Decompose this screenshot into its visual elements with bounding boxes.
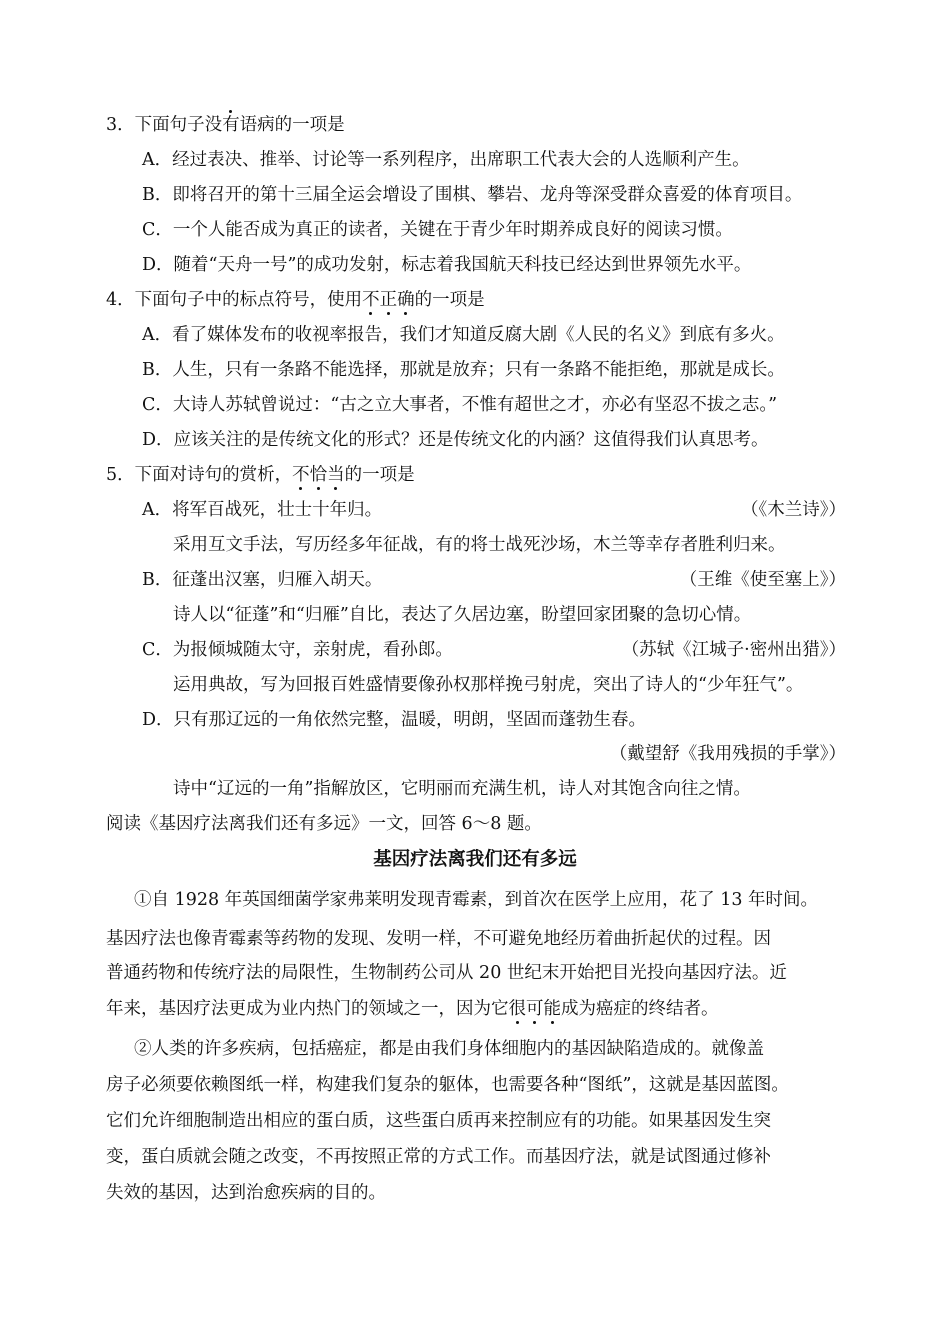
q3-option-c: C．一个人能否成为真正的读者，关键在于青少年时期养成良好的阅读习惯。 xyxy=(142,220,733,240)
p1-emphasis-2: 可 xyxy=(526,999,544,1019)
q5-option-b-source: （王维《使至塞上》） xyxy=(679,570,846,590)
q4-stem-emphasis-2: 正 xyxy=(379,290,398,310)
q5-stem-emphasis-2: 恰 xyxy=(309,465,328,485)
q3-stem-emphasis: 有 xyxy=(222,115,240,135)
paragraph-1-line-4 xyxy=(106,997,719,1021)
q5-option-c-explanation: 运用典故，写为回报百姓盛情要像孙权那样挽弓射虎，突出了诗人的“少年狂气”。 xyxy=(173,675,804,695)
q5-option-c-source: （苏轼《江城子·密州出猎》） xyxy=(621,640,846,660)
reading-instructions: 阅读《基因疗法离我们还有多远》一文，回答 6～8 题。 xyxy=(106,814,542,834)
q4-stem-post: 的一项是 xyxy=(414,290,485,310)
p1-line-4-pre: 年来，基因疗法更成为业内热门的领域之一，因为它 xyxy=(106,999,509,1019)
q4-stem-pre: 4．下面句子中的标点符号，使用 xyxy=(106,290,363,310)
paragraph-1-line-2: 基因疗法也像青霉素等药物的发现、发明一样，不可避免地经历着曲折起伏的过程。因 xyxy=(106,929,771,949)
q3-stem-post: 语病的一项是 xyxy=(239,115,345,135)
q5-stem-pre: 5．下面对诗句的赏析， xyxy=(106,465,293,485)
question-4-stem xyxy=(106,288,485,312)
paragraph-2-line-1: ②人类的许多疾病，包括癌症，都是由我们身体细胞内的基因缺陷造成的。就像盖 xyxy=(134,1039,764,1059)
q5-option-a-poem: A．将军百战死，壮士十年归。 xyxy=(142,500,383,520)
q3-option-a: A．经过表决、推举、讨论等一系列程序，出席职工代表大会的人选顺利产生。 xyxy=(142,150,750,170)
paragraph-2-line-2: 房子必须要依赖图纸一样，构建我们复杂的躯体，也需要各种“图纸”，这就是基因蓝图。 xyxy=(106,1075,789,1095)
paragraph-2-line-5: 失效的基因，达到治愈疾病的目的。 xyxy=(106,1183,386,1203)
q5-option-a-source: （《木兰诗》） xyxy=(741,500,846,520)
q5-option-d-poem: D．只有那辽远的一角依然完整，温暖，明朗，坚固而蓬勃生春。 xyxy=(142,710,647,730)
q3-option-b: B．即将召开的第十三届全运会增设了围棋、攀岩、龙舟等深受群众喜爱的体育项目。 xyxy=(142,185,803,205)
q5-stem-post: 的一项是 xyxy=(344,465,415,485)
article-title: 基因疗法离我们还有多远 xyxy=(373,849,577,870)
q5-stem-emphasis-3: 当 xyxy=(327,465,345,485)
paragraph-1-line-1: ①自 1928 年英国细菌学家弗莱明发现青霉素，到首次在医学上应用，花了 13 年时间。 xyxy=(134,890,819,910)
q3-stem-pre: 3．下面句子没 xyxy=(106,115,223,135)
q5-option-d-source: （戴望舒《我用残损的手掌》） xyxy=(609,744,846,764)
q4-option-b: B．人生，只有一条路不能选择，那就是放弃；只有一条路不能拒绝，那就是成长。 xyxy=(142,360,785,380)
q4-stem-emphasis-1: 不 xyxy=(362,290,380,310)
q5-option-b-explanation: 诗人以“征蓬”和“归雁”自比，表达了久居边塞，盼望回家团聚的急切心情。 xyxy=(173,605,752,625)
question-3-stem xyxy=(106,113,345,137)
q5-option-d-explanation: 诗中“辽远的一角”指解放区，它明丽而充满生机，诗人对其饱含向往之情。 xyxy=(173,779,751,799)
paragraph-2-line-3: 它们允许细胞制造出相应的蛋白质，这些蛋白质再来控制应有的功能。如果基因发生突 xyxy=(106,1111,771,1131)
q5-option-c-poem: C．为报倾城随太守，亲射虎，看孙郎。 xyxy=(142,640,453,660)
q4-option-a: A．看了媒体发布的收视率报告，我们才知道反腐大剧《人民的名义》到底有多火。 xyxy=(142,325,785,345)
q3-option-d: D．随着“天舟一号”的成功发射，标志着我国航天科技已经达到世界领先水平。 xyxy=(142,255,752,275)
q4-option-d: D．应该关注的是传统文化的形式？还是传统文化的内涵？这值得我们认真思考。 xyxy=(142,430,769,450)
p1-emphasis-1: 很 xyxy=(508,999,526,1019)
p1-emphasis-3: 能 xyxy=(543,999,561,1019)
paragraph-1-line-3: 普通药物和传统疗法的局限性，生物制药公司从 20 世纪末开始把目光投向基因疗法。近 xyxy=(106,963,787,983)
question-5-stem xyxy=(106,463,415,487)
q4-stem-emphasis-3: 确 xyxy=(397,290,415,310)
p1-line-4-post: 成为癌症的终结者。 xyxy=(561,999,719,1019)
paragraph-2-line-4: 变，蛋白质就会随之改变，不再按照正常的方式工作。而基因疗法，就是试图通过修补 xyxy=(106,1147,771,1167)
q5-option-a-explanation: 采用互文手法，写历经多年征战，有的将士战死沙场，木兰等幸存者胜利归来。 xyxy=(173,535,786,555)
q5-option-b-poem: B．征蓬出汉塞，归雁入胡天。 xyxy=(142,570,383,590)
q5-stem-emphasis-1: 不 xyxy=(292,465,310,485)
q4-option-c: C．大诗人苏轼曾说过：“古之立大事者，不惟有超世之才，亦必有坚忍不拔之志。” xyxy=(142,395,778,415)
